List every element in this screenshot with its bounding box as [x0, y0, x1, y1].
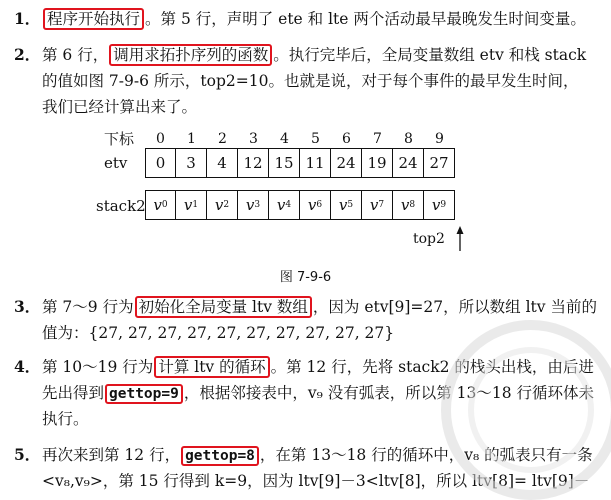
vertex-subscript: 3: [254, 200, 261, 210]
text: 。第 12 行，先将 stack2 的栈头出栈，由后进: [270, 358, 594, 376]
item-number: 2．: [14, 45, 41, 64]
vertex-subscript: 0: [161, 200, 168, 210]
paragraph-2-line-1: [42, 42, 586, 68]
vertex-name: v: [153, 196, 162, 214]
stack2-label: stack2: [96, 197, 146, 215]
paragraph-3-line-2: 值为：{27, 27, 27, 27, 27, 27, 27, 27, 27, 27}: [42, 324, 395, 342]
etv-cell: 12: [238, 148, 269, 178]
etv-cell: 27: [424, 148, 455, 178]
stack2-cell: [176, 190, 207, 220]
index-cell: 1: [187, 131, 196, 147]
text: 第 7～9 行为: [42, 298, 134, 316]
vertex-name: v: [369, 196, 379, 214]
etv-cell: 4: [207, 148, 238, 178]
item-number: 1．: [14, 9, 41, 28]
stack2-cell: [238, 190, 269, 220]
etv-array: [145, 148, 455, 178]
stack2-array: [145, 190, 455, 220]
highlight-box: 计算 ltv 的循环: [154, 356, 269, 378]
paragraph-5-line-2: <v₈,v₉>，第 15 行得到 k=9，因为 ltv[9]－3<ltv[8]，所以 ltv[8]= ltv[9]－: [42, 472, 590, 490]
vertex-name: v: [183, 196, 193, 214]
etv-cell: 0: [145, 148, 176, 178]
top2-arrow-icon: [455, 226, 465, 252]
index-cell: 3: [249, 131, 258, 147]
item-number: 3．: [14, 297, 41, 316]
stack2-cell: [424, 190, 455, 220]
highlight-box: gettop=9: [105, 384, 183, 404]
vertex-subscript: 7: [378, 200, 385, 210]
vertex-subscript: 4: [285, 200, 292, 210]
vertex-subscript: 6: [316, 200, 323, 210]
vertex-name: v: [431, 196, 441, 214]
etv-cell: 24: [331, 148, 362, 178]
text: 第 6 行，: [42, 46, 109, 64]
etv-cell: 19: [362, 148, 393, 178]
text: ，在第 13～18 行的循环中，v₈ 的弧表只有一条: [259, 446, 593, 464]
vertex-name: v: [307, 196, 317, 214]
vertex-subscript: 9: [440, 200, 447, 210]
item-number: 4．: [14, 357, 41, 376]
stack2-cell: [269, 190, 300, 220]
text: 。执行完毕后，全局变量数组 etv 和栈 stack: [273, 46, 587, 64]
vertex-name: v: [400, 196, 410, 214]
vertex-name: v: [338, 196, 348, 214]
vertex-subscript: 1: [192, 200, 199, 210]
highlight-box: 调用求拓扑序列的函数: [109, 44, 272, 66]
etv-cell: 3: [176, 148, 207, 178]
stack2-cell: [145, 190, 176, 220]
etv-cell: 15: [269, 148, 300, 178]
item-number: 5．: [14, 445, 41, 464]
highlight-box: 程序开始执行: [43, 8, 144, 30]
etv-label: etv: [104, 154, 128, 172]
index-cell: 7: [373, 131, 382, 147]
stack2-cell: [300, 190, 331, 220]
vertex-name: v: [214, 196, 224, 214]
text: 再次来到第 12 行，: [42, 446, 181, 464]
index-cell: 9: [435, 131, 444, 147]
paragraph-5-line-1: [42, 442, 593, 469]
text: 先出得到: [42, 384, 105, 402]
paragraph-1-line: [42, 6, 586, 32]
index-cell: 5: [311, 131, 320, 147]
index-cell: 2: [218, 131, 227, 147]
etv-cell: 24: [393, 148, 424, 178]
stack2-cell: [393, 190, 424, 220]
index-label: 下标: [104, 130, 135, 148]
index-cell: 8: [404, 131, 413, 147]
stack2-cell: [331, 190, 362, 220]
text: 第 10～19 行为: [42, 358, 154, 376]
top2-label: top2: [413, 231, 445, 247]
index-cell: 6: [342, 131, 351, 147]
text: ，根据邻接表中，v₉ 没有弧表，所以第 13～18 行循环体未: [183, 384, 595, 402]
vertex-subscript: 5: [347, 200, 354, 210]
highlight-box: 初始化全局变量 ltv 数组: [135, 296, 312, 318]
paragraph-4-line-1: [42, 354, 594, 380]
paragraph-4-line-2: [42, 380, 594, 407]
stack2-cell: [207, 190, 238, 220]
vertex-name: v: [245, 196, 255, 214]
paragraph-4-line-3: 执行。: [42, 410, 89, 428]
paragraph-2-line-3: 我们已经计算出来了。: [42, 98, 198, 116]
vertex-name: v: [276, 196, 286, 214]
index-cell: 0: [156, 131, 165, 147]
paragraph-2-line-2: 的值如图 7-9-6 所示，top2=10。也就是说，对于每个事件的最早发生时间，: [42, 72, 579, 90]
text: 。第 5 行，声明了 ete 和 lte 两个活动最早最晚发生时间变量。: [145, 10, 586, 28]
text: ，因为 etv[9]=27，所以数组 ltv 当前的: [312, 298, 597, 316]
vertex-subscript: 2: [223, 200, 230, 210]
paragraph-3-line-1: [42, 294, 597, 320]
highlight-box: gettop=8: [181, 446, 259, 466]
vertex-subscript: 8: [409, 200, 416, 210]
figure-caption: 图 7-9-6: [279, 270, 332, 285]
index-cell: 4: [280, 131, 289, 147]
etv-cell: 11: [300, 148, 331, 178]
stack2-cell: [362, 190, 393, 220]
